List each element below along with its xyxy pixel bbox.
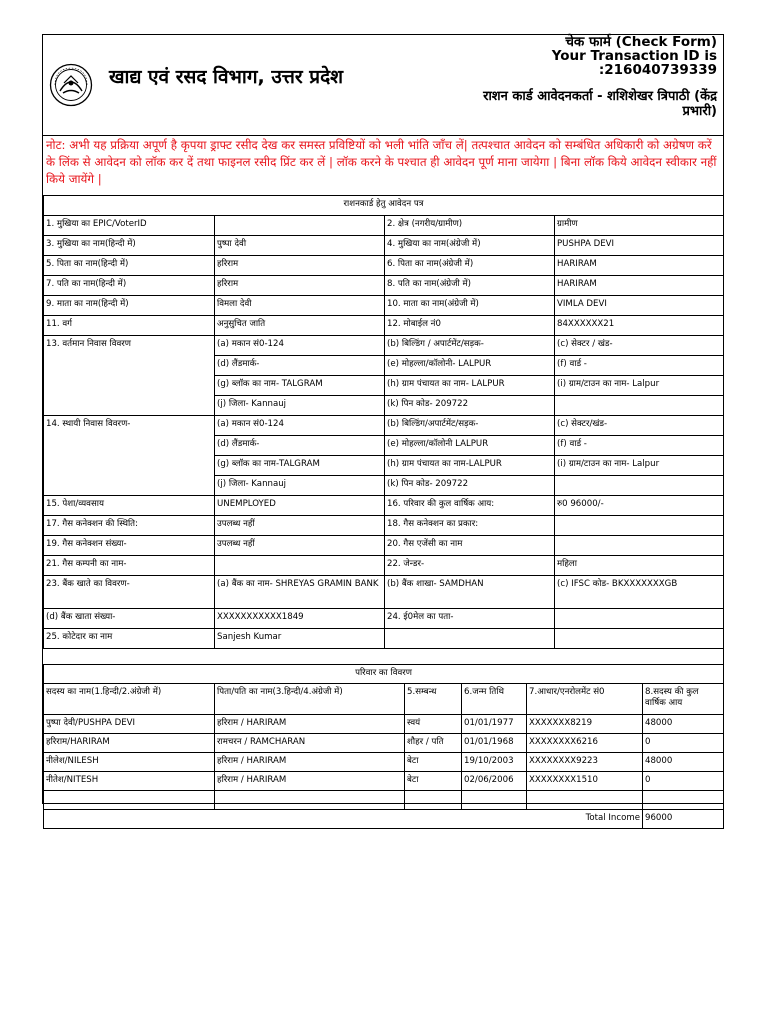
member-name: नीलेश/NILESH <box>44 753 215 772</box>
member-income: 0 <box>643 734 724 753</box>
field-value: हरिराम <box>215 276 385 296</box>
field-value: (g) ब्लॉक का नाम-TALGRAM <box>215 456 385 476</box>
table-row <box>44 536 724 556</box>
field-value: (g) ब्लॉक का नाम- TALGRAM <box>215 376 385 396</box>
column-header: 8.सदस्य की कुल वार्षिक आय <box>643 684 724 715</box>
field-label: 19. गैस कनेक्शन संख्या- <box>44 536 215 556</box>
empty-cell <box>462 791 527 810</box>
table-row <box>44 496 724 516</box>
birth-date: 01/01/1977 <box>462 715 527 734</box>
field-label: 1. मुखिया का EPIC/VoterID <box>44 216 215 236</box>
guardian-name: रामचरन / RAMCHARAN <box>215 734 405 753</box>
field-value <box>555 609 724 629</box>
field-label: (d) बैंक खाता संख्या- <box>44 609 215 629</box>
aadhaar-number: XXXXXXXX9223 <box>527 753 643 772</box>
field-label: 15. पेशा/व्यवसाय <box>44 496 215 516</box>
family-row <box>44 753 724 772</box>
empty-cell <box>555 629 724 649</box>
form-title-row <box>44 196 724 216</box>
field-label: 16. परिवार की कुल वार्षिक आय: <box>385 496 555 516</box>
birth-date: 01/01/1968 <box>462 734 527 753</box>
field-value: विमला देवी <box>215 296 385 316</box>
field-label: 4. मुखिया का नाम(अंग्रेजी में) <box>385 236 555 256</box>
field-value: महिला <box>555 556 724 576</box>
field-value: (c) सेक्टर/खंड- <box>555 416 724 436</box>
ifsc-code: (c) IFSC कोड- BKXXXXXXXGB <box>555 576 724 609</box>
field-value: (a) मकान सं0-124 <box>215 336 385 356</box>
table-row <box>44 316 724 336</box>
application-table <box>43 195 724 649</box>
field-label: 5. पिता का नाम(हिन्दी में) <box>44 256 215 276</box>
warning-note: नोट: अभी यह प्रक्रिया अपूर्ण है कृपया ड्राफ्ट रसीद देख कर समस्त प्रविष्टियों को भली भांति जाँच लें| तत्पश्चात आवेदन को सम्बंधित अधिकारी को अग्रेषण करें के लिंक से आवेदन को लॉक कर दें तथा फाइनल रसीद प्रिंट कर लें | लॉक करने के पश्चात ही आवेदन पूर्ण माना जायेगा | बिना लॉक किये आवेदन स्वीकार नहीं किये जायेंगे | <box>43 135 723 191</box>
field-value: पुष्पा देवी <box>215 236 385 256</box>
bank-name: (a) बैंक का नाम- SHREYAS GRAMIN BANK <box>215 576 385 609</box>
field-label: 11. वर्ग <box>44 316 215 336</box>
field-label: 17. गैस कनेक्शन की स्थिति: <box>44 516 215 536</box>
family-title-row <box>44 665 724 684</box>
empty-cell <box>527 791 643 810</box>
table-row <box>44 236 724 256</box>
field-value: HARIRAM <box>555 276 724 296</box>
current-address-label: 13. वर्तमान निवास विवरण <box>44 336 215 416</box>
field-label: 2. क्षेत्र (नगरीय/ग्रामीण) <box>385 216 555 236</box>
field-label: 8. पति का नाम(अंग्रेजी में) <box>385 276 555 296</box>
field-value: रु0 96000/- <box>555 496 724 516</box>
empty-cell <box>555 476 724 496</box>
bank-details-row <box>44 576 724 609</box>
member-income: 0 <box>643 772 724 791</box>
check-form <box>42 34 724 823</box>
check-form-title: चेक फार्म (Check Form) <box>565 34 717 50</box>
family-header-row <box>44 684 724 715</box>
guardian-name: हरिराम / HARIRAM <box>215 753 405 772</box>
field-label: 3. मुखिया का नाम(हिन्दी में) <box>44 236 215 256</box>
field-value: (d) लैंडमार्क- <box>215 356 385 376</box>
current-address-row <box>44 336 724 356</box>
empty-cell <box>385 629 555 649</box>
member-name: हरिराम/HARIRAM <box>44 734 215 753</box>
field-value: XXXXXXXXXXX1849 <box>215 609 385 629</box>
guardian-name: हरिराम / HARIRAM <box>215 772 405 791</box>
permanent-address-row <box>44 416 724 436</box>
field-value: (k) पिन कोड- 209722 <box>385 476 555 496</box>
total-income-value: 96000 <box>643 810 724 829</box>
form-title: राशनकार्ड हेतु आवेदन पत्र <box>44 196 724 216</box>
member-name: नीतेश/NITESH <box>44 772 215 791</box>
field-value: (k) पिन कोड- 209722 <box>385 396 555 416</box>
field-value <box>215 556 385 576</box>
total-row <box>44 810 724 829</box>
field-value <box>555 536 724 556</box>
field-value: PUSHPA DEVI <box>555 236 724 256</box>
field-label: 22. जेन्डर- <box>385 556 555 576</box>
field-label: 10. माता का नाम(अंग्रेजी में) <box>385 296 555 316</box>
field-value: (j) जिला- Kannauj <box>215 396 385 416</box>
table-row <box>44 216 724 236</box>
birth-date: 19/10/2003 <box>462 753 527 772</box>
empty-cell <box>643 791 724 810</box>
field-label: 7. पति का नाम(हिन्दी में) <box>44 276 215 296</box>
field-value: (h) ग्राम पंचायत का नाम-LALPUR <box>385 456 555 476</box>
field-value: (c) सेक्टर / खंड- <box>555 336 724 356</box>
family-row <box>44 715 724 734</box>
relation: बेटा <box>405 753 462 772</box>
field-value <box>555 516 724 536</box>
empty-row <box>44 791 724 810</box>
table-row <box>44 516 724 536</box>
table-row <box>44 609 724 629</box>
table-row <box>44 296 724 316</box>
field-value: VIMLA DEVI <box>555 296 724 316</box>
column-header: सदस्य का नाम(1.हिन्दी/2.अंग्रेजी में) <box>44 684 215 715</box>
field-value: (a) मकान सं0-124 <box>215 416 385 436</box>
family-row <box>44 772 724 791</box>
family-row <box>44 734 724 753</box>
field-value: (j) जिला- Kannauj <box>215 476 385 496</box>
empty-cell <box>405 791 462 810</box>
family-table <box>43 664 724 829</box>
field-value: (i) ग्राम/टाउन का नाम- Lalpur <box>555 456 724 476</box>
field-value: उपलब्ध नहीं <box>215 536 385 556</box>
field-value <box>215 216 385 236</box>
empty-cell <box>44 791 215 810</box>
field-value: (b) बिल्डिंग/अपार्टमेंट/सड़क- <box>385 416 555 436</box>
relation: स्वयं <box>405 715 462 734</box>
total-income-label: Total Income <box>44 810 643 829</box>
field-label: 18. गैस कनेक्शन का प्रकार: <box>385 516 555 536</box>
field-label: 20. गैस एजेंसी का नाम <box>385 536 555 556</box>
table-row <box>44 556 724 576</box>
column-header: पिता/पति का नाम(3.हिन्दी/4.अंग्रेजी में) <box>215 684 405 715</box>
table-row <box>44 629 724 649</box>
aadhaar-number: XXXXXXXX1510 <box>527 772 643 791</box>
transaction-id-value: :216040739339 <box>598 62 717 78</box>
transaction-block <box>552 35 717 77</box>
column-header: 7.आधार/एनरोलमेंट सं0 <box>527 684 643 715</box>
empty-cell <box>215 791 405 810</box>
applicant-name: राशन कार्ड आवेदनकर्ता - शशिशेखर त्रिपाठी (केंद्र प्रभारी) <box>483 89 717 119</box>
department-title: खाद्य एवं रसद विभाग, उत्तर प्रदेश <box>109 66 344 88</box>
table-row <box>44 276 724 296</box>
field-value: (e) मोहल्ला/कॉलोनी- LALPUR <box>385 356 555 376</box>
field-label: 25. कोटेदार का नाम <box>44 629 215 649</box>
field-value: Sanjesh Kumar <box>215 629 385 649</box>
field-value: उपलब्ध नहीं <box>215 516 385 536</box>
field-value: (d) लैंडमार्क- <box>215 436 385 456</box>
field-label: 12. मोबाईल नं0 <box>385 316 555 336</box>
form-header <box>43 35 723 135</box>
field-label: 9. माता का नाम(हिन्दी में) <box>44 296 215 316</box>
field-value: (e) मोहल्ला/कॉलोनी LALPUR <box>385 436 555 456</box>
field-value: अनुसुचित जाति <box>215 316 385 336</box>
field-value: (f) वार्ड - <box>555 436 724 456</box>
field-value: HARIRAM <box>555 256 724 276</box>
permanent-address-label: 14. स्थायी निवास विवरण- <box>44 416 215 496</box>
field-value: (f) वार्ड - <box>555 356 724 376</box>
member-income: 48000 <box>643 753 724 772</box>
member-income: 48000 <box>643 715 724 734</box>
family-title: परिवार का विवरण <box>44 665 724 684</box>
guardian-name: हरिराम / HARIRAM <box>215 715 405 734</box>
relation: बेटा <box>405 772 462 791</box>
relation: शौहर / पति <box>405 734 462 753</box>
aadhaar-number: XXXXXXX8219 <box>527 715 643 734</box>
field-value: 84XXXXXX21 <box>555 316 724 336</box>
transaction-id-label: Your Transaction ID is <box>551 48 717 64</box>
table-row <box>44 256 724 276</box>
empty-cell <box>555 396 724 416</box>
field-value: (b) बिल्डिंग / अपार्टमेंट/सड़क- <box>385 336 555 356</box>
field-label: 21. गैस कम्पनी का नाम- <box>44 556 215 576</box>
field-value: ग्रामीण <box>555 216 724 236</box>
field-label: 23. बैंक खाते का विवरण- <box>44 576 215 609</box>
bank-branch: (b) बैंक शाखा- SAMDHAN <box>385 576 555 609</box>
field-label: 6. पिता का नाम(अंग्रेजी में) <box>385 256 555 276</box>
field-label: 24. ई0मेल का पता- <box>385 609 555 629</box>
birth-date: 02/06/2006 <box>462 772 527 791</box>
column-header: 5.सम्बन्ध <box>405 684 462 715</box>
aadhaar-number: XXXXXXXX6216 <box>527 734 643 753</box>
member-name: पुष्पा देवी/PUSHPA DEVI <box>44 715 215 734</box>
up-govt-seal-icon <box>49 63 93 107</box>
field-value: (i) ग्राम/टाउन का नाम- Lalpur <box>555 376 724 396</box>
field-value: हरिराम <box>215 256 385 276</box>
column-header: 6.जन्म तिथि <box>462 684 527 715</box>
field-value: (h) ग्राम पंचायत का नाम- LALPUR <box>385 376 555 396</box>
field-value: UNEMPLOYED <box>215 496 385 516</box>
